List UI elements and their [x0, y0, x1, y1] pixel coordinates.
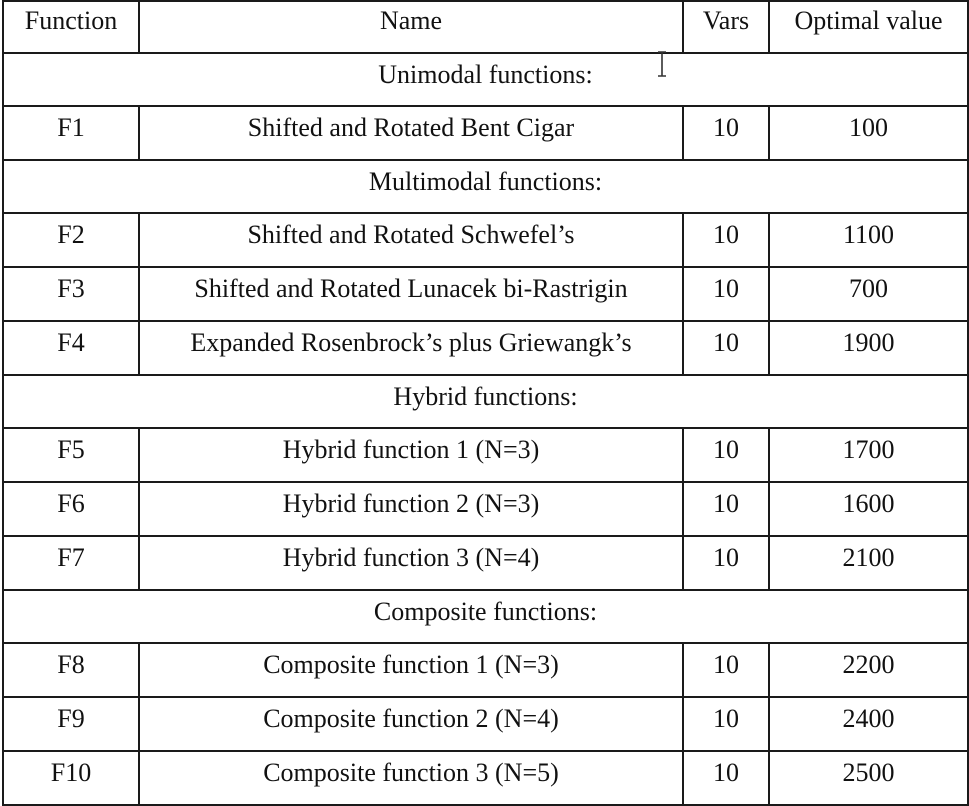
cell-name: Shifted and Rotated Lunacek bi-Rastrigin	[139, 267, 683, 321]
cell-function: F2	[3, 213, 139, 267]
cell-optimal-value: 1100	[769, 213, 968, 267]
cell-vars: 10	[683, 267, 769, 321]
cell-optimal-value: 100	[769, 106, 968, 160]
cell-vars: 10	[683, 106, 769, 160]
cell-vars: 10	[683, 751, 769, 805]
table-row	[3, 482, 968, 536]
cell-name: Hybrid function 2 (N=3)	[139, 482, 683, 536]
cell-name: Expanded Rosenbrock’s plus Griewangk’s	[139, 321, 683, 375]
group-title: Unimodal functions:	[3, 53, 968, 106]
table-row	[3, 267, 968, 321]
cell-optimal-value: 1700	[769, 428, 968, 482]
cell-optimal-value: 1900	[769, 321, 968, 375]
text-cursor-icon	[656, 50, 668, 78]
cell-name: Shifted and Rotated Bent Cigar	[139, 106, 683, 160]
group-row-multimodal	[3, 160, 968, 213]
table-row	[3, 643, 968, 697]
table-row	[3, 697, 968, 751]
group-title: Multimodal functions:	[3, 160, 968, 213]
table-header-row	[3, 1, 968, 53]
cell-vars: 10	[683, 697, 769, 751]
group-title: Hybrid functions:	[3, 375, 968, 428]
cell-optimal-value: 700	[769, 267, 968, 321]
cell-name: Composite function 3 (N=5)	[139, 751, 683, 805]
cell-function: F1	[3, 106, 139, 160]
cell-optimal-value: 2500	[769, 751, 968, 805]
header-vars: Vars	[683, 1, 769, 53]
cell-function: F8	[3, 643, 139, 697]
cell-function: F6	[3, 482, 139, 536]
cell-vars: 10	[683, 428, 769, 482]
cell-name: Composite function 1 (N=3)	[139, 643, 683, 697]
header-name: Name	[139, 1, 683, 53]
cell-name: Composite function 2 (N=4)	[139, 697, 683, 751]
cell-optimal-value: 2100	[769, 536, 968, 590]
cell-name: Shifted and Rotated Schwefel’s	[139, 213, 683, 267]
cell-optimal-value: 2200	[769, 643, 968, 697]
table-row	[3, 751, 968, 805]
cell-optimal-value: 1600	[769, 482, 968, 536]
cell-vars: 10	[683, 536, 769, 590]
cell-vars: 10	[683, 643, 769, 697]
cell-function: F9	[3, 697, 139, 751]
table-row	[3, 321, 968, 375]
cell-function: F4	[3, 321, 139, 375]
group-row-unimodal	[3, 53, 968, 106]
cell-function: F10	[3, 751, 139, 805]
group-title: Composite functions:	[3, 590, 968, 643]
cell-function: F5	[3, 428, 139, 482]
cell-name: Hybrid function 3 (N=4)	[139, 536, 683, 590]
header-optimal-value: Optimal value	[769, 1, 968, 53]
benchmark-functions-table	[2, 0, 969, 806]
table-row	[3, 428, 968, 482]
cell-function: F3	[3, 267, 139, 321]
table-row	[3, 536, 968, 590]
table-row	[3, 213, 968, 267]
cell-name: Hybrid function 1 (N=3)	[139, 428, 683, 482]
cell-optimal-value: 2400	[769, 697, 968, 751]
cell-vars: 10	[683, 213, 769, 267]
table-row	[3, 106, 968, 160]
group-row-hybrid	[3, 375, 968, 428]
header-function: Function	[3, 1, 139, 53]
cell-vars: 10	[683, 482, 769, 536]
cell-function: F7	[3, 536, 139, 590]
group-row-composite	[3, 590, 968, 643]
cell-vars: 10	[683, 321, 769, 375]
